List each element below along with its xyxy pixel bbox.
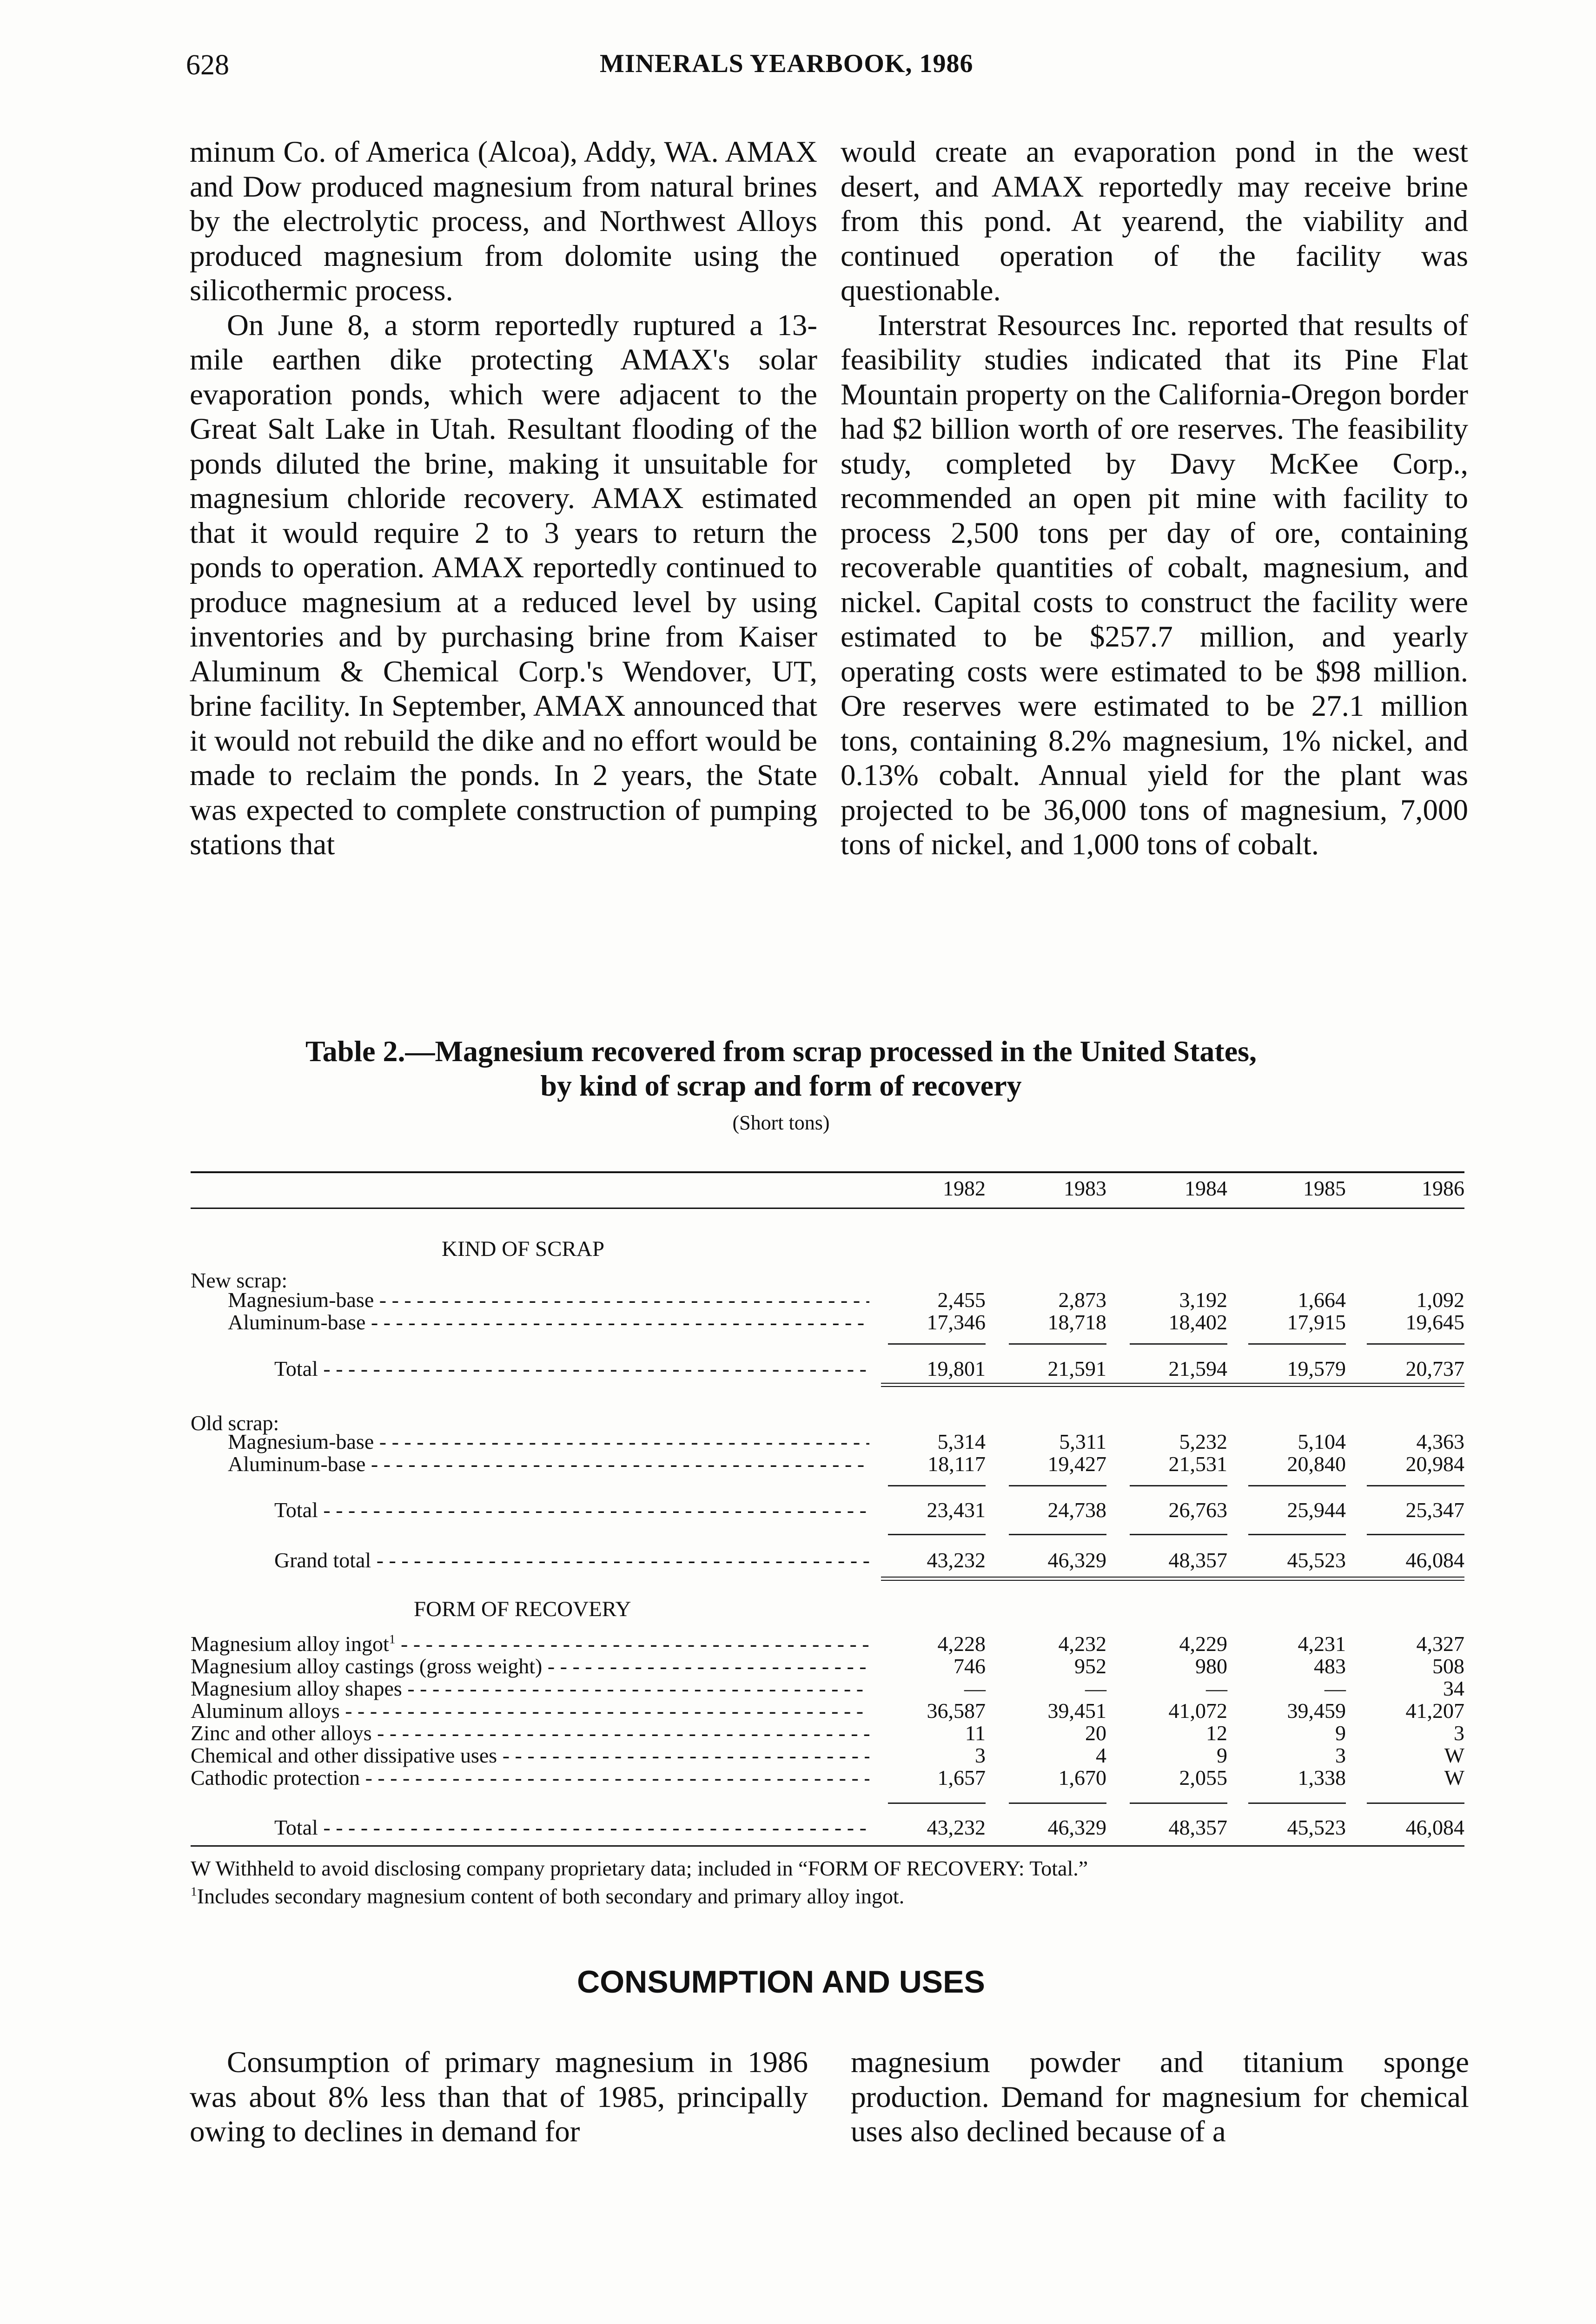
table-cell: 12 bbox=[1206, 1721, 1227, 1745]
row-label bbox=[191, 1631, 869, 1656]
table-cell: 43,232 bbox=[927, 1548, 986, 1572]
table-bottom-rule bbox=[191, 1845, 1464, 1847]
table-cell: W bbox=[1444, 1766, 1464, 1789]
table-cell: 4,231 bbox=[1298, 1632, 1346, 1656]
paragraph: magnesium powder and titanium sponge production. Demand for magnesium for chemical uses also declined because of a bbox=[851, 2046, 1469, 2148]
row-label bbox=[228, 1452, 869, 1476]
row-label bbox=[274, 1356, 869, 1381]
table-cell: 4,327 bbox=[1416, 1632, 1464, 1656]
row-label-text: Magnesium-base bbox=[228, 1430, 374, 1453]
sum-rule bbox=[1367, 1534, 1464, 1535]
footnote-marker: 1 bbox=[389, 1631, 396, 1646]
section-label-form: FORM OF RECOVERY bbox=[414, 1597, 631, 1621]
row-label bbox=[191, 1676, 869, 1701]
table-separator-rule bbox=[881, 1386, 1464, 1387]
table-cell: 1,092 bbox=[1416, 1288, 1464, 1312]
sum-rule bbox=[1248, 1802, 1346, 1804]
table-top-rule bbox=[191, 1171, 1464, 1173]
table-cell: 3 bbox=[975, 1743, 986, 1767]
row-label-text: Magnesium alloy castings (gross weight) bbox=[191, 1654, 543, 1678]
note-withheld: W Withheld to avoid disclosing company proprietary data; included in “FORM OF RECOVERY: Total.” bbox=[191, 1856, 1088, 1880]
row-label-text: Total bbox=[274, 1357, 318, 1380]
row-label-text: Aluminum-base bbox=[228, 1452, 366, 1476]
table-cell: 11 bbox=[965, 1721, 986, 1745]
table-cell: 25,944 bbox=[1287, 1498, 1346, 1522]
sum-rule bbox=[1367, 1485, 1464, 1486]
table-cell: 46,329 bbox=[1047, 1816, 1106, 1839]
table-cell: 746 bbox=[954, 1654, 986, 1678]
table-cell: — bbox=[964, 1677, 986, 1700]
table-cell: 4,363 bbox=[1416, 1430, 1464, 1453]
table-cell: 48,357 bbox=[1168, 1816, 1227, 1839]
table-cell: 4,229 bbox=[1179, 1632, 1227, 1656]
table-separator-rule bbox=[881, 1383, 1464, 1384]
sum-rule bbox=[1130, 1534, 1227, 1535]
row-label-text: Grand total bbox=[274, 1548, 371, 1572]
section-right-column bbox=[851, 2045, 1469, 2149]
section-heading: CONSUMPTION AND USES bbox=[577, 1964, 985, 2000]
table-cell: 1,664 bbox=[1298, 1288, 1346, 1312]
table-cell: 45,523 bbox=[1287, 1816, 1346, 1839]
table-cell: 25,347 bbox=[1405, 1498, 1464, 1522]
table-cell: 20,840 bbox=[1287, 1452, 1346, 1476]
row-label bbox=[191, 1654, 869, 1678]
paragraph: Consumption of primary magnesium in 1986 was about 8% less than that of 1985, principally owing to declines in demand for bbox=[190, 2046, 808, 2148]
sum-rule bbox=[888, 1485, 986, 1486]
row-label bbox=[274, 1548, 869, 1572]
sum-rule bbox=[888, 1802, 986, 1804]
table-title bbox=[186, 1034, 1376, 1103]
running-title: MINERALS YEARBOOK, 1986 bbox=[600, 49, 973, 78]
right-column bbox=[841, 135, 1468, 862]
row-label bbox=[228, 1287, 869, 1312]
row-label-text: Total bbox=[274, 1816, 318, 1839]
table-cell: 23,431 bbox=[927, 1498, 986, 1522]
table-cell: 19,579 bbox=[1287, 1357, 1346, 1380]
table-separator-rule bbox=[881, 1580, 1464, 1581]
table-cell: W bbox=[1444, 1743, 1464, 1767]
table-cell: — bbox=[1206, 1677, 1227, 1700]
table-cell: 2,873 bbox=[1058, 1288, 1106, 1312]
table-title-line-2: by kind of scrap and form of recovery bbox=[540, 1069, 1022, 1102]
table-cell: 24,738 bbox=[1047, 1498, 1106, 1522]
table-title-line-1: Table 2.—Magnesium recovered from scrap processed in the United States, bbox=[305, 1035, 1257, 1068]
sum-rule bbox=[1009, 1802, 1106, 1804]
row-label bbox=[228, 1429, 869, 1454]
table-cell: 3 bbox=[1335, 1743, 1346, 1767]
table-cell: 34 bbox=[1443, 1677, 1464, 1700]
table-cell: 4,228 bbox=[937, 1632, 986, 1656]
table-cell: 21,591 bbox=[1047, 1357, 1106, 1380]
sum-rule bbox=[1367, 1802, 1464, 1804]
table-cell: 20,984 bbox=[1405, 1452, 1464, 1476]
section-label-kind: KIND OF SCRAP bbox=[442, 1237, 604, 1261]
table-cell: 19,801 bbox=[927, 1357, 986, 1380]
table-cell: 19,645 bbox=[1405, 1310, 1464, 1334]
row-label bbox=[228, 1310, 869, 1334]
column-header: 1982 bbox=[943, 1176, 986, 1200]
row-label-text: Chemical and other dissipative uses bbox=[191, 1743, 497, 1767]
table-cell: 5,311 bbox=[1059, 1430, 1106, 1453]
column-header: 1983 bbox=[1064, 1176, 1106, 1200]
sum-rule bbox=[1130, 1343, 1227, 1345]
table-cell: 39,459 bbox=[1287, 1699, 1346, 1723]
sum-rule bbox=[1248, 1343, 1346, 1345]
table-cell: 1,670 bbox=[1058, 1766, 1106, 1789]
table-cell: 1,338 bbox=[1298, 1766, 1346, 1789]
row-label bbox=[191, 1698, 869, 1723]
section-left-column bbox=[190, 2045, 808, 2149]
table-cell: 41,072 bbox=[1168, 1699, 1227, 1723]
table-cell: 20 bbox=[1085, 1721, 1106, 1745]
table-cell: 20,737 bbox=[1405, 1357, 1464, 1380]
table-cell: 45,523 bbox=[1287, 1548, 1346, 1572]
table-cell: 43,232 bbox=[927, 1816, 986, 1839]
table-cell: — bbox=[1085, 1677, 1106, 1700]
table-cell: 18,718 bbox=[1047, 1310, 1106, 1334]
table-unit: (Short tons) bbox=[732, 1111, 830, 1134]
group-label-old-scrap: Old scrap: bbox=[191, 1411, 279, 1435]
table-cell: 41,207 bbox=[1405, 1699, 1464, 1723]
row-label-text: Magnesium alloy shapes bbox=[191, 1677, 402, 1700]
row-label-text: Cathodic protection bbox=[191, 1766, 360, 1789]
table-notes bbox=[191, 1855, 1088, 1910]
footnote-marker: 1 bbox=[191, 1884, 197, 1899]
column-header: 1985 bbox=[1303, 1176, 1346, 1200]
table-cell: 26,763 bbox=[1168, 1498, 1227, 1522]
table-cell: 1,657 bbox=[937, 1766, 986, 1789]
sum-rule bbox=[888, 1343, 986, 1345]
table-cell: 9 bbox=[1217, 1743, 1227, 1767]
row-label bbox=[191, 1765, 869, 1790]
paragraph: Interstrat Resources Inc. reported that results of feasibility studies indicated that its Pine Flat Mountain property on the California-Oregon border had $2 billion worth of ore reserves. The feasibility study, completed by Davy McKee Corp., recommended an open pit mine with facility to process 2,500 tons per day of ore, containing recoverable quantities of cobalt, magnesium, and nickel. Capital costs to construct the facility were estimated to be $257.7 million, and yearly operating costs were estimated to be $98 million. Ore reserves were estimated to be 27.1 million tons, containing 8.2% magnesium, 1% nickel, and 0.13% cobalt. Annual yield for the plant was projected to be 36,000 tons of magnesium, 7,000 tons of nickel, and 1,000 tons of cobalt. bbox=[841, 308, 1468, 861]
table-cell: 46,084 bbox=[1405, 1548, 1464, 1572]
sum-rule bbox=[1248, 1534, 1346, 1535]
column-header: 1984 bbox=[1185, 1176, 1227, 1200]
table-cell: 9 bbox=[1335, 1721, 1346, 1745]
table-cell: 39,451 bbox=[1047, 1699, 1106, 1723]
sum-rule bbox=[1130, 1485, 1227, 1486]
column-header: 1986 bbox=[1422, 1176, 1464, 1200]
row-label bbox=[274, 1815, 869, 1840]
table-cell: 36,587 bbox=[927, 1699, 986, 1723]
note-1 bbox=[191, 1882, 1088, 1910]
table-cell: 4 bbox=[1096, 1743, 1106, 1767]
row-label-text: Aluminum alloys bbox=[191, 1699, 340, 1723]
paragraph: On June 8, a storm reportedly ruptured a 13-mile earthen dike protecting AMAX's solar evaporation ponds, which were adjacent to the Great Salt Lake in Utah. Resultant flooding of the ponds diluted the brine, making it unsuitable for magnesium chloride recovery. AMAX estimated that it would require 2 to 3 years to return the ponds to operation. AMAX reportedly continued to produce magnesium at a reduced level by using inventories and by purchasing brine from Kaiser Aluminum & Chemical Corp.'s Wendover, UT, brine facility. In September, AMAX announced that it would not rebuild the dike and no effort would be made to reclaim the ponds. In 2 years, the State was expected to complete construction of pumping stations that bbox=[190, 308, 817, 861]
table-cell: 21,531 bbox=[1168, 1452, 1227, 1476]
table-cell: 952 bbox=[1074, 1654, 1106, 1678]
sum-rule bbox=[1367, 1343, 1464, 1345]
row-label bbox=[191, 1721, 869, 1745]
table-cell: 2,055 bbox=[1179, 1766, 1227, 1789]
table-cell: 18,117 bbox=[927, 1452, 986, 1476]
paragraph: would create an evaporation pond in the west desert, and AMAX reportedly may receive brine from this pond. At yearend, the viability and continued operation of the facility was questionable. bbox=[841, 135, 1468, 307]
table-cell: 5,104 bbox=[1298, 1430, 1346, 1453]
row-label-text: Magnesium-base bbox=[228, 1288, 374, 1312]
row-label bbox=[191, 1743, 869, 1768]
table-header-rule bbox=[191, 1208, 1464, 1209]
table-cell: 2,455 bbox=[937, 1288, 986, 1312]
sum-rule bbox=[1248, 1485, 1346, 1486]
left-column bbox=[190, 135, 817, 862]
table-cell: 4,232 bbox=[1058, 1632, 1106, 1656]
page-number: 628 bbox=[186, 49, 229, 81]
table-cell: 46,084 bbox=[1405, 1816, 1464, 1839]
group-label-new-scrap: New scrap: bbox=[191, 1268, 288, 1292]
table-cell: 5,232 bbox=[1179, 1430, 1227, 1453]
row-label-text: Total bbox=[274, 1498, 318, 1522]
row-label bbox=[274, 1498, 869, 1522]
table-cell: 508 bbox=[1432, 1654, 1464, 1678]
table-cell: 19,427 bbox=[1047, 1452, 1106, 1476]
sum-rule bbox=[1009, 1343, 1106, 1345]
table-cell: — bbox=[1324, 1677, 1346, 1700]
table-cell: 17,915 bbox=[1287, 1310, 1346, 1334]
table-separator-rule bbox=[881, 1577, 1464, 1578]
table-cell: 17,346 bbox=[927, 1310, 986, 1334]
sum-rule bbox=[1130, 1802, 1227, 1804]
table-cell: 18,402 bbox=[1168, 1310, 1227, 1334]
table-cell: 483 bbox=[1314, 1654, 1346, 1678]
table-cell: 21,594 bbox=[1168, 1357, 1227, 1380]
sum-rule bbox=[1009, 1485, 1106, 1486]
table-cell: 48,357 bbox=[1168, 1548, 1227, 1572]
table-cell: 3,192 bbox=[1179, 1288, 1227, 1312]
table-cell: 980 bbox=[1195, 1654, 1227, 1678]
sum-rule bbox=[1009, 1534, 1106, 1535]
row-label-text: Magnesium alloy ingot bbox=[191, 1632, 389, 1656]
row-label-text: Zinc and other alloys bbox=[191, 1721, 372, 1745]
note-1-text: Includes secondary magnesium content of both secondary and primary alloy ingot. bbox=[197, 1884, 905, 1908]
paragraph: minum Co. of America (Alcoa), Addy, WA. AMAX and Dow produced magnesium from natural brines by the electrolytic process, and Northwest Alloys produced magnesium from dolomite using the silicothermic process. bbox=[190, 135, 817, 307]
table-cell: 5,314 bbox=[937, 1430, 986, 1453]
sum-rule bbox=[888, 1534, 986, 1535]
row-label-text: Aluminum-base bbox=[228, 1310, 366, 1334]
table-cell: 3 bbox=[1454, 1721, 1464, 1745]
table-cell: 46,329 bbox=[1047, 1548, 1106, 1572]
